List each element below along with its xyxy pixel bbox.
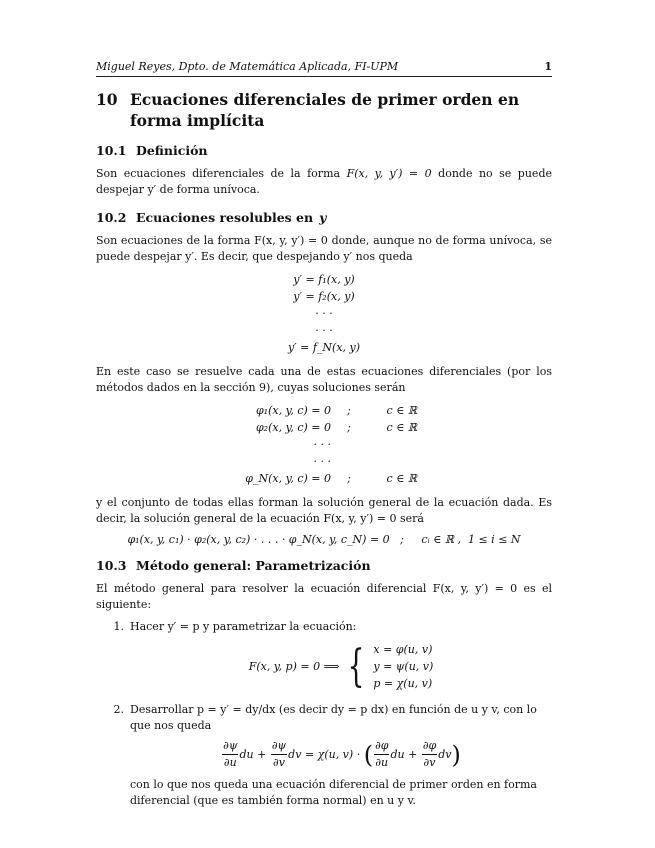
system-lines (373, 641, 433, 692)
list-item (96, 619, 552, 698)
step-number: 2. (113, 703, 124, 716)
subsection-title: Método general: Parametrización (136, 558, 371, 573)
list-item (96, 702, 552, 809)
frac-den: ∂u (375, 756, 389, 769)
fraction (271, 738, 287, 771)
fraction (422, 738, 437, 771)
subsection-resolubles (96, 210, 552, 225)
left-brace-icon: { (347, 640, 365, 692)
term: dv (288, 747, 302, 761)
system-line: y = ψ(u, v) (373, 660, 434, 673)
equation-ellipsis: · · · (315, 324, 333, 337)
solution-row (96, 419, 552, 436)
general-solution: φ₁(x, y, c₁) · φ₂(x, y, c₂) · . . . · φ_N(x, y, c_N) = 0 ; cᵢ ∈ ℝ , 1 ≤ i ≤ N (127, 533, 521, 546)
author-line: Miguel Reyes, Dpto. de Matemática Aplicada, FI-UPM (96, 60, 399, 73)
solution-lhs: φ₂(x, y, c) = 0 (255, 421, 331, 434)
resolubles-paragraph-1: Son ecuaciones de la forma F(x, y, y′) = 0 donde, aunque no de forma unívoca, se puede despejar y′. Es decir, que despejando y′ nos queda (96, 234, 552, 263)
fraction (222, 738, 238, 771)
step-body (130, 702, 552, 809)
frac-den: ∂u (223, 756, 237, 769)
system-line: x = φ(u, v) (373, 643, 433, 656)
solution-lhs: φ_N(x, y, c) = 0 (245, 472, 331, 485)
resolubles-paragraph-2: En este caso se resuelve cada una de estas ecuaciones diferenciales (por los métodos dados en la sección 9), cuyas soluciones serán (96, 365, 552, 394)
equation: y′ = f_N(x, y) (287, 341, 361, 354)
resolubles-paragraph-3: y el conjunto de todas ellas forman la solución general de la ecuación dada. Es decir, la solución general de la ecuación F(x, y, y′) = 0 será (96, 496, 552, 525)
solution-sep (331, 436, 367, 453)
solution-lhs: · · · (313, 455, 331, 468)
solution-row (96, 436, 552, 453)
subsection-title: Definición (136, 143, 208, 158)
solution-row (96, 402, 552, 419)
equation-list (96, 271, 552, 356)
solution-rhs (367, 453, 417, 470)
section-number: 10 (96, 90, 118, 109)
page (96, 60, 552, 813)
parametrization-system (130, 641, 552, 692)
subsection-title: Ecuaciones resolubles en (136, 210, 314, 225)
frac-num: ∂φ (374, 738, 389, 755)
step-number: 1. (113, 620, 124, 633)
solution-sep: ; (347, 421, 351, 434)
subsection-number: 10.1 (96, 143, 127, 158)
running-header (96, 60, 552, 77)
term: du (239, 747, 254, 761)
subsection-title-var: y (319, 210, 327, 225)
frac-num: ∂φ (422, 738, 437, 755)
frac-num: ∂ψ (271, 738, 287, 755)
subsection-number: 10.2 (96, 210, 127, 225)
solution-rhs: c ∈ ℝ (386, 404, 417, 417)
section-heading: Ecuaciones diferenciales de primer orden en forma implícita (130, 90, 520, 130)
solution-sep (331, 453, 367, 470)
operator: = χ(u, v) · (304, 747, 361, 761)
method-intro: El método general para resolver la ecuación diferencial F(x, y, y′) = 0 es el siguiente: (96, 582, 552, 611)
inline-equation: F(x, y, y′) = 0 (346, 167, 432, 180)
subsection-definition (96, 143, 552, 158)
step-text: Hacer y′ = p y parametrizar la ecuación: (130, 620, 357, 633)
definition-paragraph (96, 166, 552, 198)
solution-lhs: · · · (313, 438, 331, 451)
section-title (96, 89, 552, 131)
step-body (130, 619, 552, 698)
text: Son ecuaciones diferenciales de la forma (96, 167, 347, 180)
step-text: con lo que nos queda una ecuación diferencial de primer orden en forma diferencial (que es también forma normal) en u y v. (130, 778, 537, 807)
solution-rhs: c ∈ ℝ (386, 421, 417, 434)
differential-equation (130, 738, 552, 771)
equation: y′ = f₁(x, y) (293, 273, 355, 286)
solution-row (96, 453, 552, 470)
solution-row (96, 470, 552, 487)
frac-num: ∂ψ (222, 738, 238, 755)
method-steps (96, 619, 552, 809)
system-line: p = χ(u, v) (373, 677, 433, 690)
system-lhs: F(x, y, p) = 0 ⟹ (248, 659, 340, 673)
solution-sep: ; (347, 404, 351, 417)
frac-den: ∂v (273, 756, 285, 769)
solution-rhs: c ∈ ℝ (386, 472, 417, 485)
solution-rhs (367, 436, 417, 453)
left-paren-icon: ( (363, 740, 374, 769)
right-paren-icon: ) (451, 740, 461, 769)
subsection-general-method (96, 558, 552, 573)
subsection-number: 10.3 (96, 558, 127, 573)
fraction (374, 738, 389, 771)
page-number: 1 (544, 60, 552, 73)
term: dv (438, 747, 452, 761)
operator: + (408, 747, 418, 761)
solution-list (96, 402, 552, 487)
term: du (390, 747, 405, 761)
operator: + (257, 747, 267, 761)
frac-den: ∂v (423, 756, 436, 769)
equation: y′ = f₂(x, y) (293, 290, 355, 303)
equation-ellipsis: · · · (315, 307, 333, 320)
solution-sep: ; (347, 472, 351, 485)
solution-lhs: φ₁(x, y, c) = 0 (255, 404, 331, 417)
step-text: Desarrollar p = y′ = dy/dx (es decir dy = p dx) en función de u y v, con lo que nos queda (130, 703, 537, 732)
text: donde no se puede despejar y′ de forma unívoca. (96, 167, 552, 196)
